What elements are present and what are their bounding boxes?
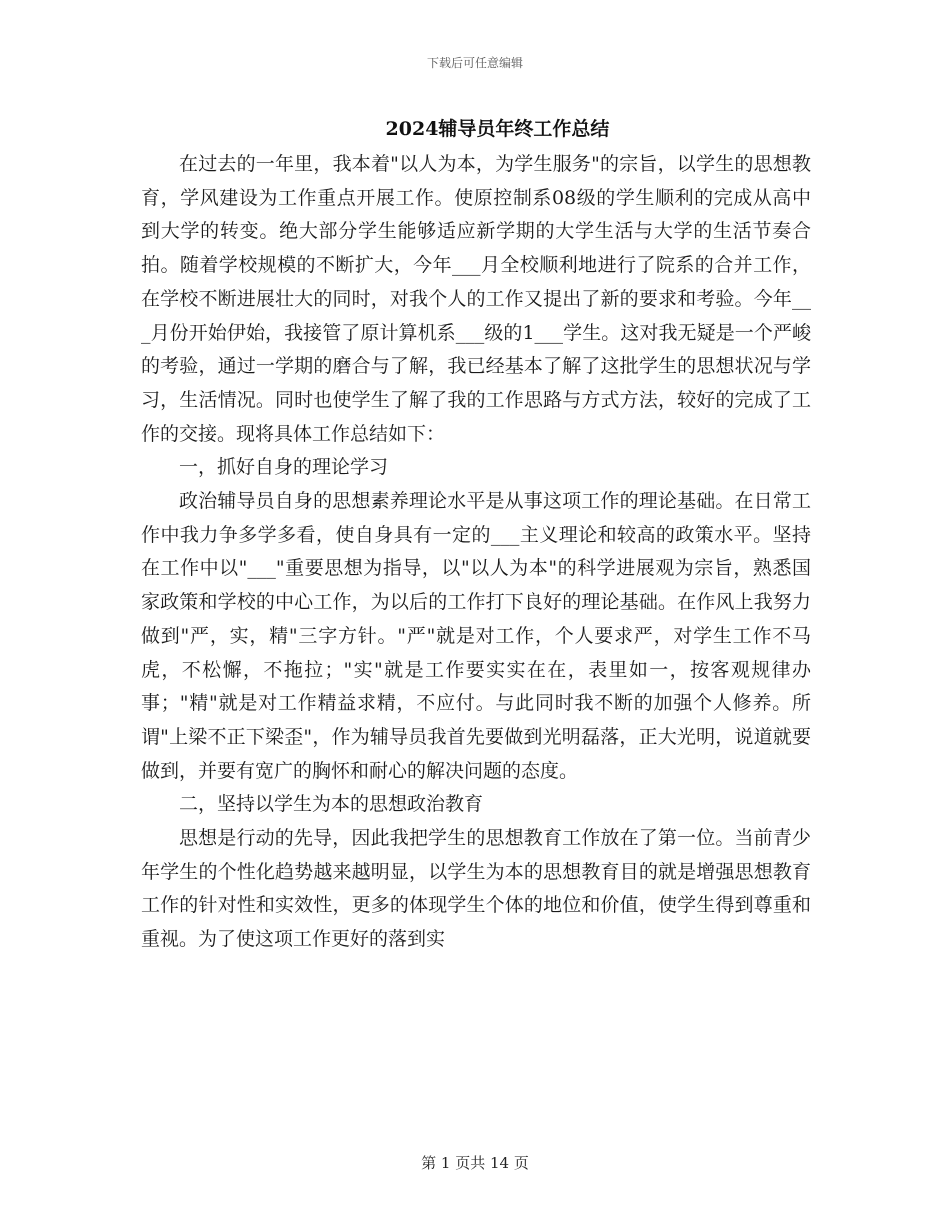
section-heading-1: 一，抓好自身的理论学习 — [179, 456, 389, 479]
paragraph-theory-study: 政治辅导员自身的思想素养理论水平是从事这项工作的理论基础。在日常工作中我力争多学多看，使自身具有一定的___主义理论和较高的政策水平。坚持在工作中以"___"重要思想为指导，以"以人为本"的科学进展观为宗旨，熟悉国家政策和学校的中心工作，为以后的工作打下良好的理论基础。在作风上我努力做到"严，实，精"三字方针。"严"就是对工作，个人要求严，对学生工作不马虎，不松懈，不拖拉；"实"就是工作要实实在在，表里如一，按客观规律办事；"精"就是对工作精益求精，不应付。与此同时我不断的加强个人修养。所谓"上梁不正下梁歪"，作为辅导员我首先要做到光明磊落，正大光明，说道就要做到，并要有宽广的胸怀和耐心的解决问题的态度。 — [141, 490, 811, 782]
paragraph-student-education: 思想是行动的先导，因此我把学生的思想教育工作放在了第一位。当前青少年学生的个性化趋势越来越明显，以学生为本的思想教育目的就是增强思想教育工作的针对性和实效性，更多的体现学生个体的地位和价值，使学生得到尊重和重视。为了使这项工作更好的落到实 — [141, 827, 811, 951]
paragraph-intro: 在过去的一年里，我本着"以人为本，为学生服务"的宗旨，以学生的思想教育，学风建设为工作重点开展工作。使原控制系08级的学生顺利的完成从高中到大学的转变。绝大部分学生能够适应新学期的大学生活与大学的生活节奏合拍。随着学校规模的不断扩大，今年___月全校顺利地进行了院系的合并工作，在学校不断进展壮大的同时，对我个人的工作又提出了新的要求和考验。今年___月份开始伊始，我接管了原计算机系___级的1___学生。这对我无疑是一个严峻的考验，通过一学期的磨合与了解，我已经基本了解了这批学生的思想状况与学习，生活情况。同时也使学生了解了我的工作思路与方式方法，较好的完成了工作的交接。现将具体工作总结如下： — [141, 153, 811, 445]
page-footer: 第 1 页共 14 页 — [421, 1154, 529, 1172]
section-heading-2: 二，坚持以学生为本的思想政治教育 — [179, 793, 484, 816]
document-title: 2024辅导员年终工作总结 — [385, 118, 610, 140]
header-note: 下载后可任意编辑 — [426, 56, 523, 70]
document-body — [141, 148, 811, 957]
